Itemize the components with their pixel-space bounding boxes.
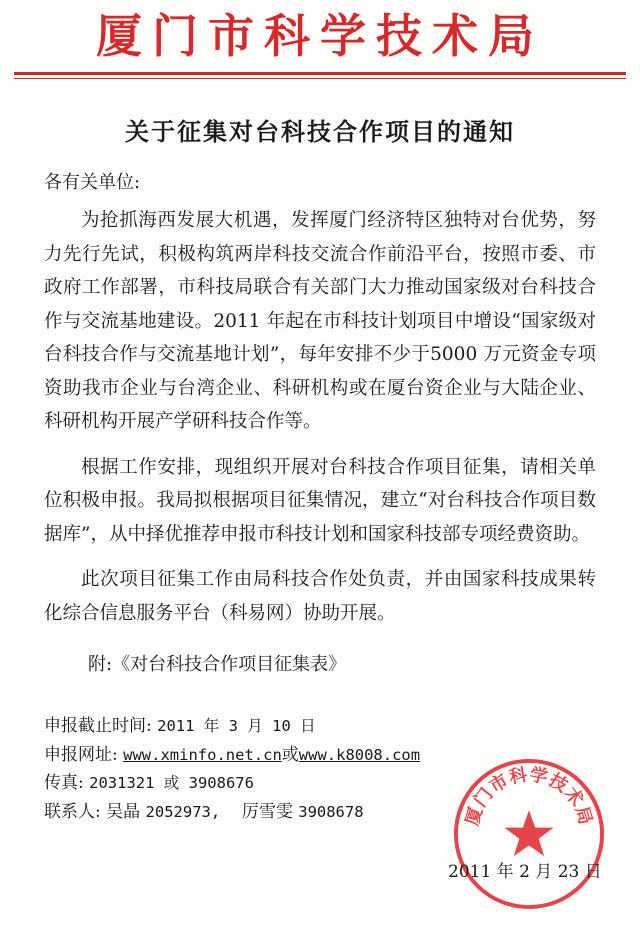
- contact-name-2: 厉雪雯: [241, 801, 293, 822]
- issue-date: 2011 年 2 月 23 日: [448, 862, 602, 882]
- notice-title: 关于征集对台科技合作项目的通知: [125, 117, 515, 146]
- deadline-value: 2011 年 3 月 10 日: [157, 717, 316, 735]
- fax-row: [44, 769, 420, 798]
- fax-label: 传真:: [44, 773, 84, 793]
- contact-label: 联系人:: [44, 801, 101, 822]
- deadline-label: 申报截止时间:: [44, 716, 152, 736]
- letterhead-rule-thin: [14, 78, 626, 79]
- notice-body: [44, 204, 596, 642]
- contact-row: [44, 798, 420, 827]
- website-link-k8008[interactable]: www.k8008.com: [298, 745, 421, 764]
- contact-phone-2: 3908678: [298, 802, 364, 821]
- official-seal: [450, 755, 608, 913]
- fax-value: 2031321 或 3908676: [89, 774, 254, 792]
- website-or: 或: [281, 744, 299, 765]
- letterhead-title: 厦门市科学技术局: [96, 9, 544, 63]
- website-row: [44, 741, 420, 770]
- application-info: [44, 712, 420, 826]
- attachment-note: 附:《对台科技合作项目征集表》: [88, 654, 347, 675]
- deadline-row: [44, 712, 420, 741]
- contact-name-1: 吴晶: [106, 801, 141, 822]
- website-link-xminfo[interactable]: www.xminfo.net.cn: [123, 745, 282, 764]
- body-paragraph: 为抢抓海西发展大机遇，发挥厦门经济特区独特对台优势，努力先行先试，积极构筑两岸科技交流合作前沿平台，按照市委、市政府工作部署，市科技局联合有关部门大力推动国家级对台科技合作与交流基地建设。2011 年起在市科技计划项目中增设“国家级对台科技合作与交流基地计划”，每年安排不少于5000 万元资金专项资助我市企业与台湾企业、科研机构或在厦台资企业与大陆企业、科研机构开展产学研科技合作等。: [44, 210, 596, 432]
- website-label: 申报网址:: [44, 744, 118, 765]
- letterhead-rule-thick: [14, 72, 626, 75]
- salutation: 各有关单位:: [44, 172, 141, 193]
- body-paragraph: 根据工作安排，现组织开展对台科技合作项目征集，请相关单位积极申报。我局拟根据项目征集情况，建立“对台科技合作项目数据库”，从中择优推荐申报市科技计划和国家科技部专项经费资助。: [44, 456, 596, 545]
- five-point-star-icon: [504, 810, 553, 856]
- seal-text-path: 厦门市科学技术局: [462, 765, 596, 828]
- body-paragraph: 此次项目征集工作由局科技合作处负责，并由国家科技成果转化综合信息服务平台（科易网）协助开展。: [44, 569, 596, 624]
- contact-phone-1: 2052973,: [145, 802, 221, 821]
